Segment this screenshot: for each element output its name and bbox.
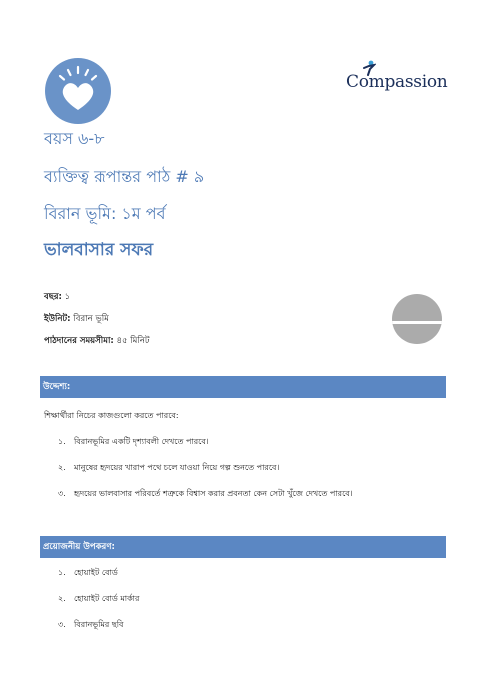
objectives-heading: উদ্দেশ্য: — [40, 376, 446, 398]
meta-time — [44, 334, 150, 348]
list-item-text: বিরানভূমির ছবি — [74, 620, 124, 629]
brand-name: Compassion — [346, 72, 448, 92]
list-item-number: ১. — [58, 437, 66, 446]
meta-time-label: পাঠদানের সময়সীমা: — [44, 336, 114, 346]
materials-heading: প্রয়োজনীয় উপকরণ: — [40, 536, 446, 558]
objectives-intro: শিক্ষার্থীরা নিচের কাজগুলো করতে পারবে: — [44, 411, 179, 420]
list-item-number: ৩. — [58, 489, 66, 498]
list-item-text: হোয়াইট বোর্ড মার্কার — [74, 594, 140, 603]
meta-year-value: ১ — [64, 292, 71, 302]
gray-disc-icon — [392, 294, 442, 344]
list-item-number: ৩. — [58, 620, 66, 629]
disc-band — [392, 321, 442, 324]
lesson-number: ব্যক্তিত্ব রূপান্তর পাঠ # ৯ — [44, 167, 205, 186]
list-item-text: মানুষের হৃদয়ের খারাপ পথে চলে যাওয়া নিয়ে গল্প শুনতে পারবে। — [74, 463, 280, 472]
list-item-number: ২. — [58, 594, 66, 603]
heart-logo — [45, 58, 111, 124]
lesson-part: বিরান ভূমি: ১ম পর্ব — [44, 204, 166, 223]
heart-icon — [45, 58, 111, 124]
list-item-number: ১. — [58, 568, 66, 577]
meta-unit — [44, 312, 109, 326]
lesson-title: ভালবাসার সফর — [44, 240, 154, 260]
meta-year-label: বছর: — [44, 292, 62, 302]
list-item-text: হৃদয়ের ভালবাসার পরিবর্তে শত্রুকে বিশ্বাস করার প্রবনতা কেন সেটা খুঁজে দেখতে পারবে। — [74, 489, 353, 498]
age-range: বয়স ৬-৮ — [44, 129, 105, 148]
list-item-text: হোয়াইট বোর্ড — [74, 568, 118, 577]
compassion-logo — [346, 60, 446, 100]
meta-unit-label: ইউনিট: — [44, 314, 71, 324]
list-item-number: ২. — [58, 463, 66, 472]
meta-unit-value: বিরান ভূমি — [73, 314, 109, 324]
list-item-text: বিরানভূমির একটি দৃশ্যাবলী দেখতে পারবে। — [74, 437, 209, 446]
meta-year — [44, 290, 70, 304]
meta-time-value: ৪৫ মিনিট — [116, 336, 150, 346]
